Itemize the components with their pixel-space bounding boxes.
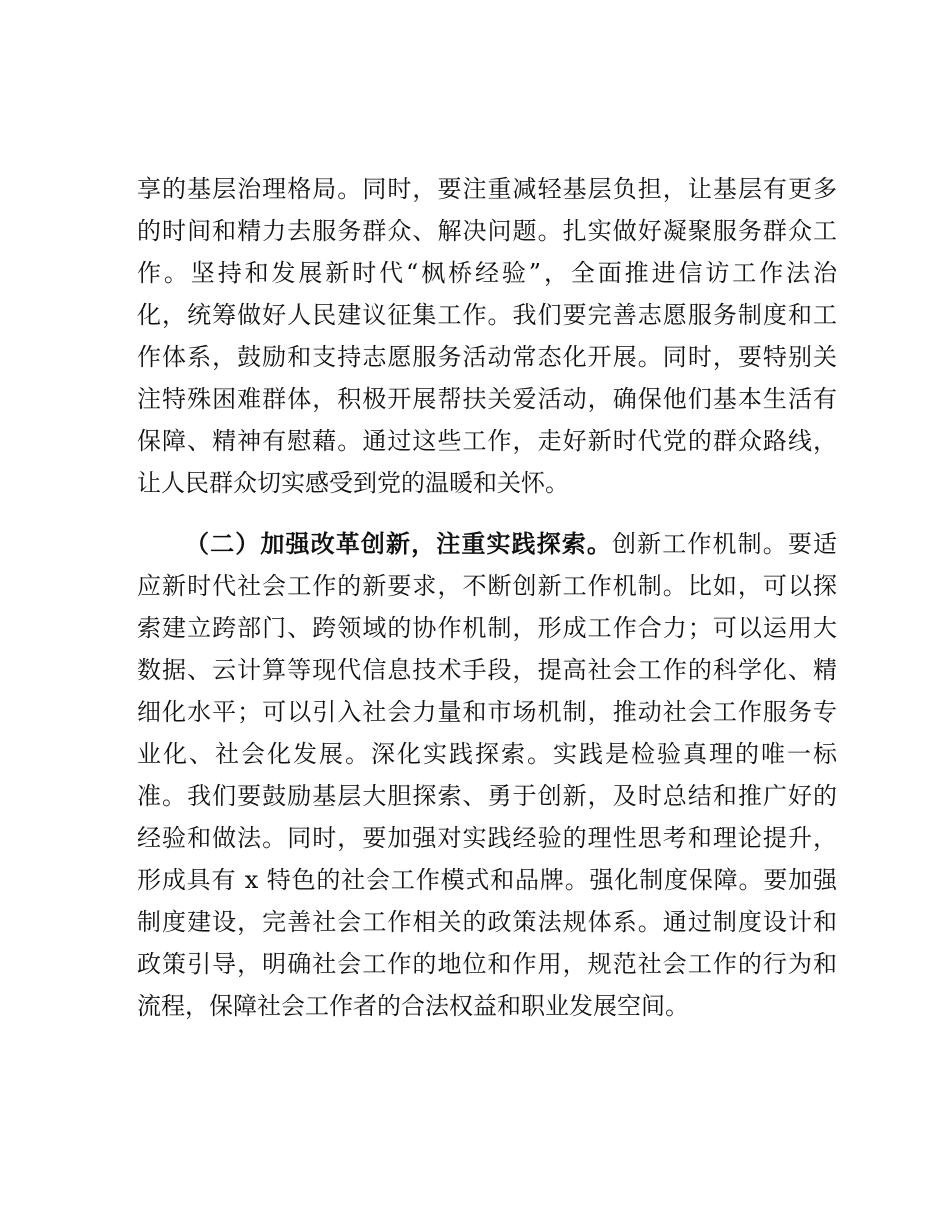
section-heading: （二）加强改革创新，注重实践探索。 (185, 529, 613, 558)
text-line: 注特殊困难群体，积极开展帮扶关爱活动，确保他们基本生活有 (137, 385, 837, 413)
text-line: 流程，保障社会工作者的合法权益和职业发展空间。 (137, 992, 689, 1020)
paragraph-2-first-line (137, 523, 837, 565)
text-run: 创新工作机制。要适 (612, 530, 837, 558)
text-line: 让人民群众切实感受到党的温暖和关怀。 (137, 469, 569, 497)
text-line: 准。我们要鼓励基层大胆探索、勇于创新，及时总结和推广好的 (137, 782, 837, 810)
text-line: 作。坚持和发展新时代“枫桥经验”，全面推进信访工作法治 (137, 259, 837, 287)
text-line: 索建立跨部门、跨领域的协作机制，形成工作合力；可以运用大 (137, 614, 837, 642)
text-line: 的时间和精力去服务群众、解决问题。扎实做好凝聚服务群众工 (137, 217, 837, 245)
text-line: 经验和做法。同时，要加强对实践经验的理性思考和理论提升， (137, 824, 837, 852)
paragraph-2 (137, 523, 837, 1027)
text-line: 数据、云计算等现代信息技术手段，提高社会工作的科学化、精 (137, 656, 837, 684)
text-line: 作体系，鼓励和支持志愿服务活动常态化开展。同时，要特别关 (137, 343, 837, 371)
text-line: 保障、精神有慰藉。通过这些工作，走好新时代党的群众路线， (137, 427, 837, 455)
text-line: 应新时代社会工作的新要求，不断创新工作机制。比如，可以探 (137, 572, 837, 600)
text-line: 业化、社会化发展。深化实践探索。实践是检验真理的唯一标 (137, 740, 837, 768)
paragraph-1 (137, 168, 837, 504)
text-line: 制度建设，完善社会工作相关的政策法规体系。通过制度设计和 (137, 908, 837, 936)
text-line: 形成具有 x 特色的社会工作模式和品牌。强化制度保障。要加强 (137, 866, 837, 894)
text-line: 政策引导，明确社会工作的地位和作用，规范社会工作的行为和 (137, 950, 837, 978)
text-line: 享的基层治理格局。同时，要注重减轻基层负担，让基层有更多 (137, 175, 837, 203)
text-line: 细化水平；可以引入社会力量和市场机制，推动社会工作服务专 (137, 698, 837, 726)
text-line: 化，统筹做好人民建议征集工作。我们要完善志愿服务制度和工 (137, 301, 837, 329)
